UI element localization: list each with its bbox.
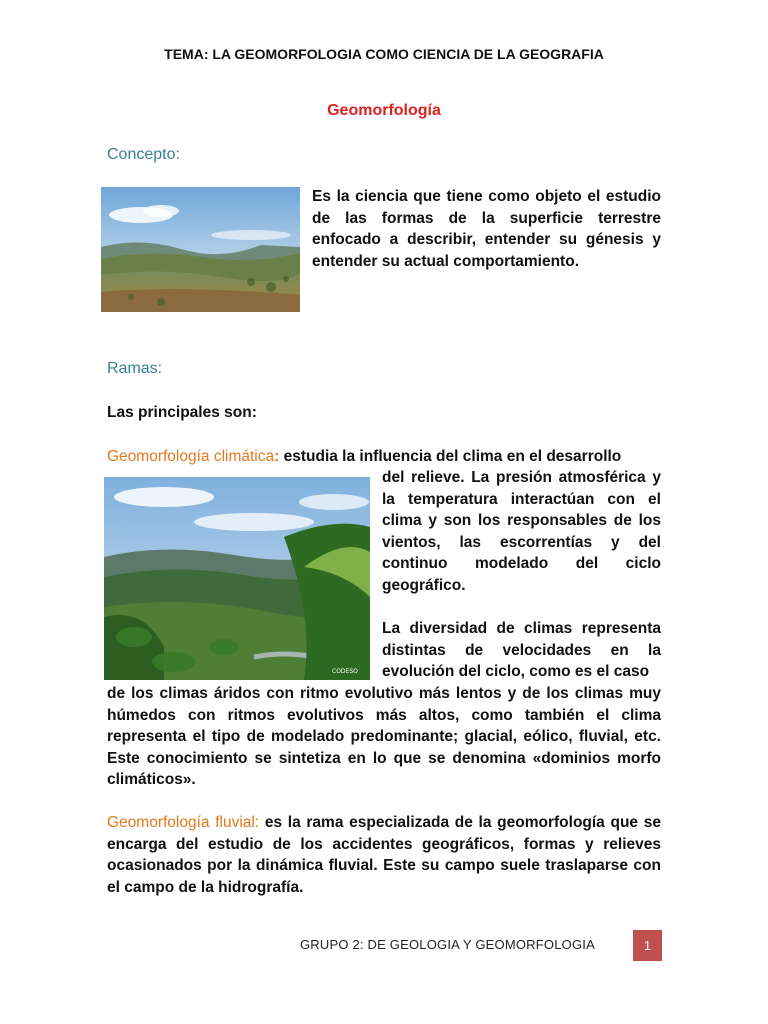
page-number-badge: 1: [633, 930, 662, 961]
climatica-para2-side: La diversidad de climas representa distintas de velocidades en la evolución del ciclo, como es el caso: [382, 620, 661, 681]
fluvial-term: Geomorfología fluvial:: [107, 814, 260, 831]
image-watermark: CODESO: [332, 668, 358, 675]
document-topic-header: TEMA: LA GEOMORFOLOGIA COMO CIENCIA DE LA GEOGRAFIA: [164, 46, 604, 62]
concepto-heading: Concepto:: [107, 146, 180, 163]
fluvial-paragraph: [107, 812, 661, 898]
ramas-intro: Las principales son:: [107, 404, 257, 421]
concepto-text: Es la ciencia que tiene como objeto el estudio de las formas de la superficie terrestre enfocado a describir, entender su génesis y entender su actual comportamiento.: [312, 188, 661, 270]
climatica-para2-full: de los climas áridos con ritmo evolutivo más lentos y de los climas muy húmedos con ritmos evolutivos más altos, como también el clima representa el tipo de modelado predominante; glacial, eólico, fluvial, etc. Este conocimiento se sintetiza en lo que se denomina «dominios morfo climáticos».: [107, 685, 661, 789]
climatica-term: Geomorfología climática: [107, 448, 275, 465]
ramas-heading: Ramas:: [107, 360, 163, 377]
landscape-photo-green-valley: [104, 477, 370, 680]
fluvial-text: es la rama especializada de la geomorfología que se encarga del estudio de los accidentes geográficos, formas y relieves ocasionados por la dinámica fluvial. Este su campo suele traslaparse con el campo de la hidrografía.: [107, 814, 661, 896]
page-title: Geomorfología: [327, 102, 441, 119]
footer-group-label: GRUPO 2: DE GEOLOGIA Y GEOMORFOLOGIA: [300, 937, 595, 952]
climatica-side-text: del relieve. La presión atmosférica y la temperatura interactúan con el clima y son los responsables de los vientos, las escorrentías y del continuo modelado del ciclo geográfico.: [382, 469, 661, 594]
climatica-first-line-text: estudia la influencia del clima en el desarrollo: [279, 448, 622, 465]
climatica-colon: :: [274, 448, 280, 465]
climatica-first-line: [107, 446, 667, 468]
landscape-photo-valley: [101, 187, 300, 312]
